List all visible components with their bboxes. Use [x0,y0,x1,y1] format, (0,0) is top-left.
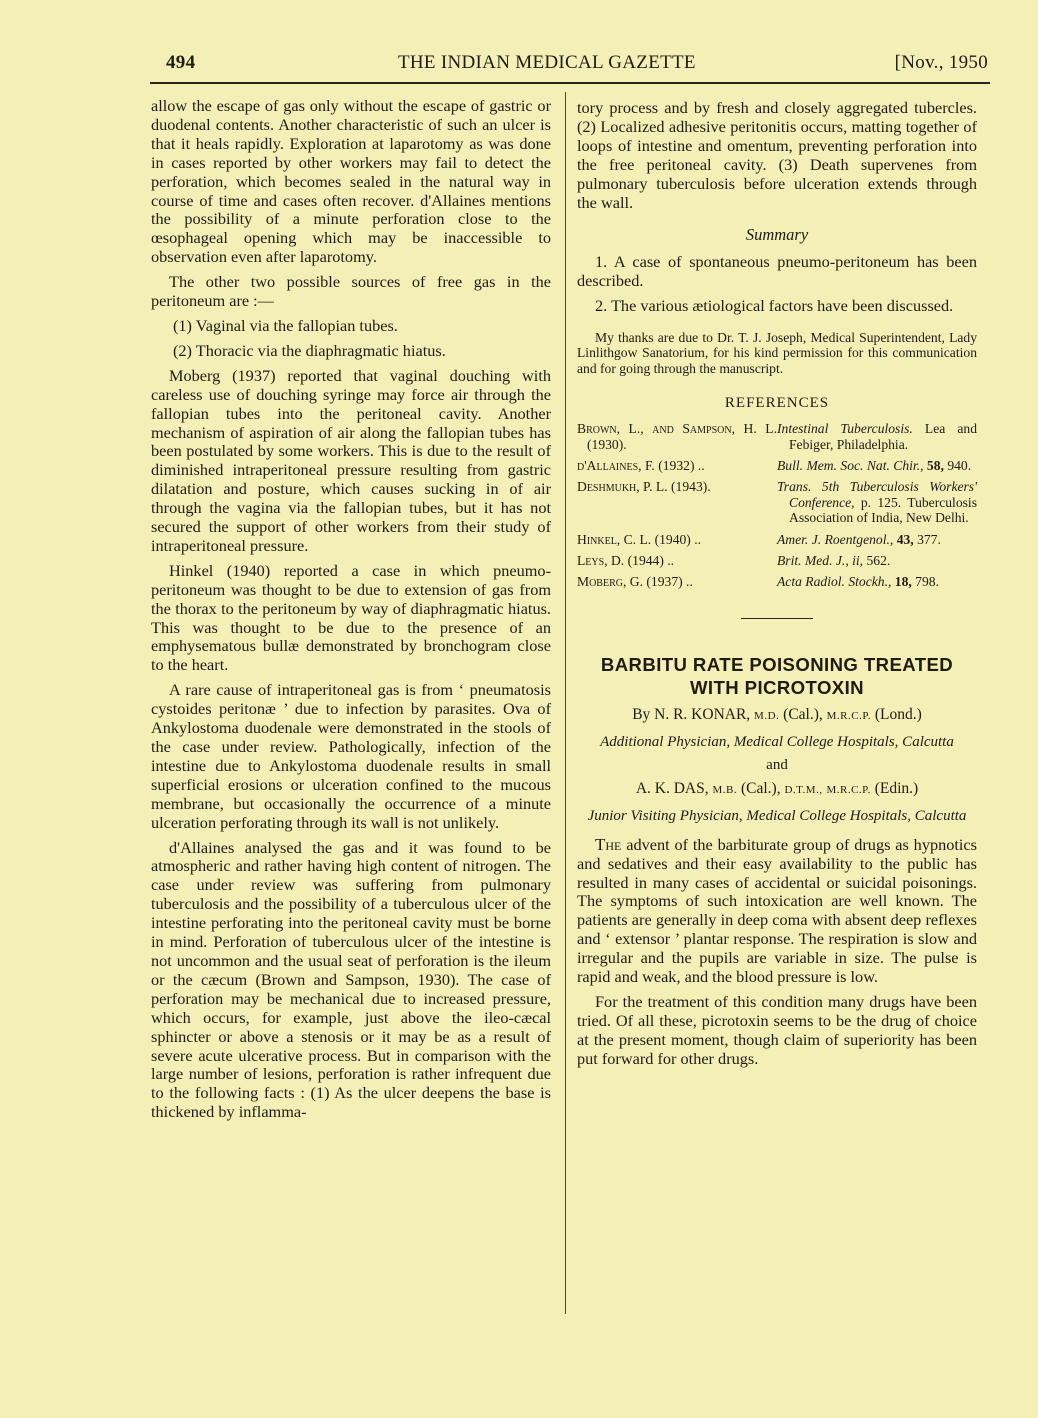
reference-item [577,458,977,473]
article-title-line: WITH PICROTOXIN [689,676,865,698]
acknowledgment: My thanks are due to Dr. T. J. Joseph, Medical Superintendent, Lady Linlithgow Sanatorium, for his kind permission for this communication and for going through the manuscript. [577,330,977,376]
article-body [577,836,977,1069]
paragraph: A rare cause of intraperitoneal gas is from ‘ pneumatosis cystoides peritonæ ’ due to infection by parasites. Ova of Ankylostoma duodenale were demonstrated in the stools of the case under review. Pathologically, infection of the intestine due to Ankylostoma duodenale results in small superficial erosions or ulceration confined to the mucous membrane, but occasionally the occurrence of a minute ulceration perforating through its wall is not unlikely. [151,680,551,832]
author-degree: M.R.C.P. [826,709,871,722]
reference-author: d'Allaines, F. [577,458,655,473]
summary-heading: Summary [745,225,809,245]
reference-details: 798. [911,574,939,590]
author-name: A. K. DAS, [635,779,709,797]
reference-item [577,574,977,589]
author-degree-place: (Lond.) [874,705,922,723]
author-degree-place: (Cal.), [783,705,823,723]
reference-year: (1930). [587,436,627,452]
reference-year: (1932) .. [658,458,705,473]
author-name: By N. R. KONAR, [632,705,751,723]
author-conjunction: and [766,756,788,773]
summary-point: 1. A case of spontaneous pneumo-peritoneum has been described. [577,252,977,291]
section-divider [741,618,813,619]
reference-volume: 18, [894,574,912,590]
reference-details: 562. [863,553,891,569]
journal-title: THE INDIAN MEDICAL GAZETTE [398,52,696,73]
page-number: 494 [166,52,196,73]
author-degree-place: (Edin.) [874,779,919,797]
reference-source: Intestinal Tuberculosis. [777,421,913,437]
paragraph: The other two possible sources of free gas in the peritoneum are :— [151,272,551,311]
column-divider [565,92,566,1314]
author-affiliation: Additional Physician, Medical College Hospitals, Calcutta [600,733,954,750]
paragraph [577,836,977,987]
paragraph: For the treatment of this condition many drugs have been tried. Of all these, picrotoxin seems to be the drug of choice at the present moment, though claim of superiority has been put forward for other drugs. [577,992,977,1068]
reference-author: Deshmukh, P. L. [577,479,668,495]
continued-paragraph: tory process and by fresh and closely aggregated tubercles. (2) Localized adhesive peritonitis occurs, matting together of loops of intestine and omentum, preventing perforation into the free peritoneal cavity. (3) Death supervenes from pulmonary tuberculosis before ulceration extends through the wall. [577,98,977,212]
reference-item [577,479,977,525]
reference-year: (1943). [671,479,711,495]
reference-year: (1937) .. [646,574,693,590]
issue-date: [Nov., 1950 [894,52,988,73]
reference-item [577,532,977,547]
reference-details: 377. [913,531,941,547]
paragraph-text: advent of the barbiturate group of drugs as hypnotics and sedatives and their easy availability to the public has resulted in many cases of accidental or suicidal poisonings. The symptoms of such intoxication are well known. The patients are generally in deep coma with absent deep reflexes and ‘ extensor ’ plantar response. The respiration is slow and irregular and the pupils are variable in size. The pulse is rapid and weak, and the blood pressure is low. [577,834,977,987]
right-column [577,99,977,1075]
reference-year: (1944) .. [627,553,675,569]
paragraph: d'Allaines analysed the gas and it was found to be atmospheric and rather having high content of nitrogen. The case under review was suffering from pulmonary tuberculosis and the possibility of a tuberculous ulcer of the intestine perforating into the peritoneal cavity must be borne in mind. Perforation of tuberculous ulcer of the intestine is not uncommon and the usual seat of perforation is the ileum or the cæcum (Brown and Sampson, 1930). The case of perforation may be mechanical due to increased pressure, which occurs, for example, just above the ileo-cæcal sphincter or above a stenosis or it may be as a result of severe acute ulcerative process. But in comparison with the large number of lesions, perforation is rather infrequent due to the following facts : (1) As the ulcer deepens the base is thickened by inflamma- [151,837,551,1122]
reference-source: Brit. Med. J., ii, [777,553,864,569]
lead-word: The [595,834,622,854]
running-header [160,52,990,80]
summary-point: 2. The various ætiological factors have been discussed. [595,296,954,316]
article-title [577,653,977,699]
author-degree: M.D. [754,709,780,722]
author-degree-place: (Cal.), [740,779,781,797]
paragraph: Moberg (1937) reported that vaginal douching with careless use of douching syringe may force air through the fallopian tubes into the peritoneal cavity. Another mechanism of aspiration of air along the fallopian tubes has been postulated by some workers. This is due to the result of diminished intraperitoneal pressure resulting from gastric dilatation and posture, which causes sucking in of air through the vagina via the fallopian tubes, but it has not secured the support of other workers from their study of intraperitoneal pressure. [151,365,551,555]
paragraph: allow the escape of gas only without the escape of gastric or duodenal contents. Another characteristic of such an ulcer is that it heals rapidly. Exploration at laparotomy as was done in cases reported by other workers may fail to detect the perforation, which becomes sealed in the natural way in course of time and cases often recover. d'Allaines mentions the possibility of a minute perforation close to the œsophageal opening which may be inaccessible to observation even after laparotomy. [151,96,551,267]
reference-details: p. 125. Tuberculosis Association of India, New Delhi. [789,494,977,526]
reference-details: 940. [943,458,972,473]
reference-author: Moberg, G. [577,574,643,590]
list-item: (2) Thoracic via the diaphragmatic hiatus. [173,340,446,360]
author-byline [577,779,977,800]
reference-source: Bull. Mem. Soc. Nat. Chir., [777,458,924,473]
left-column [151,97,551,1128]
reference-source: Trans. 5th Tuberculosis Workers' Conference, [777,479,977,510]
list-item: (1) Vaginal via the fallopian tubes. [173,315,398,335]
reference-volume: 43, [896,531,914,547]
author-degree: M.R.C.P. [826,783,871,796]
reference-author: Brown, L., and Sampson, H. L. [577,421,777,437]
reference-source: Amer. J. Roentgenol., [777,531,894,547]
reference-source: Acta Radiol. Stockh., [777,574,892,590]
reference-item [577,553,977,568]
references-heading: REFERENCES [724,395,830,412]
reference-author: Hinkel, C. L. [577,531,652,547]
reference-volume: 58, [926,458,944,473]
author-degree: D.T.M., [784,783,823,796]
paragraph: Hinkel (1940) reported a case in which pneumo-peritoneum was thought to be due to extension of gas from the thorax to the peritoneum by way of diaphragmatic hiatus. This was thought to be due to the presence of an emphysematous bullæ demonstrated by bronchogram close to the heart. [151,560,551,675]
article-title-line: BARBITU RATE POISONING TREATED [600,653,954,675]
reference-author: Leys, D. [577,553,625,569]
author-byline [577,705,977,726]
header-rule [150,82,990,84]
author-degree: M.B. [712,783,738,796]
reference-year: (1940) .. [654,531,702,547]
reference-item [577,421,977,452]
reference-details: Lea and Febiger, Philadelphia. [789,421,977,452]
author-affiliation: Junior Visiting Physician, Medical College Hospitals, Calcutta [587,807,967,824]
